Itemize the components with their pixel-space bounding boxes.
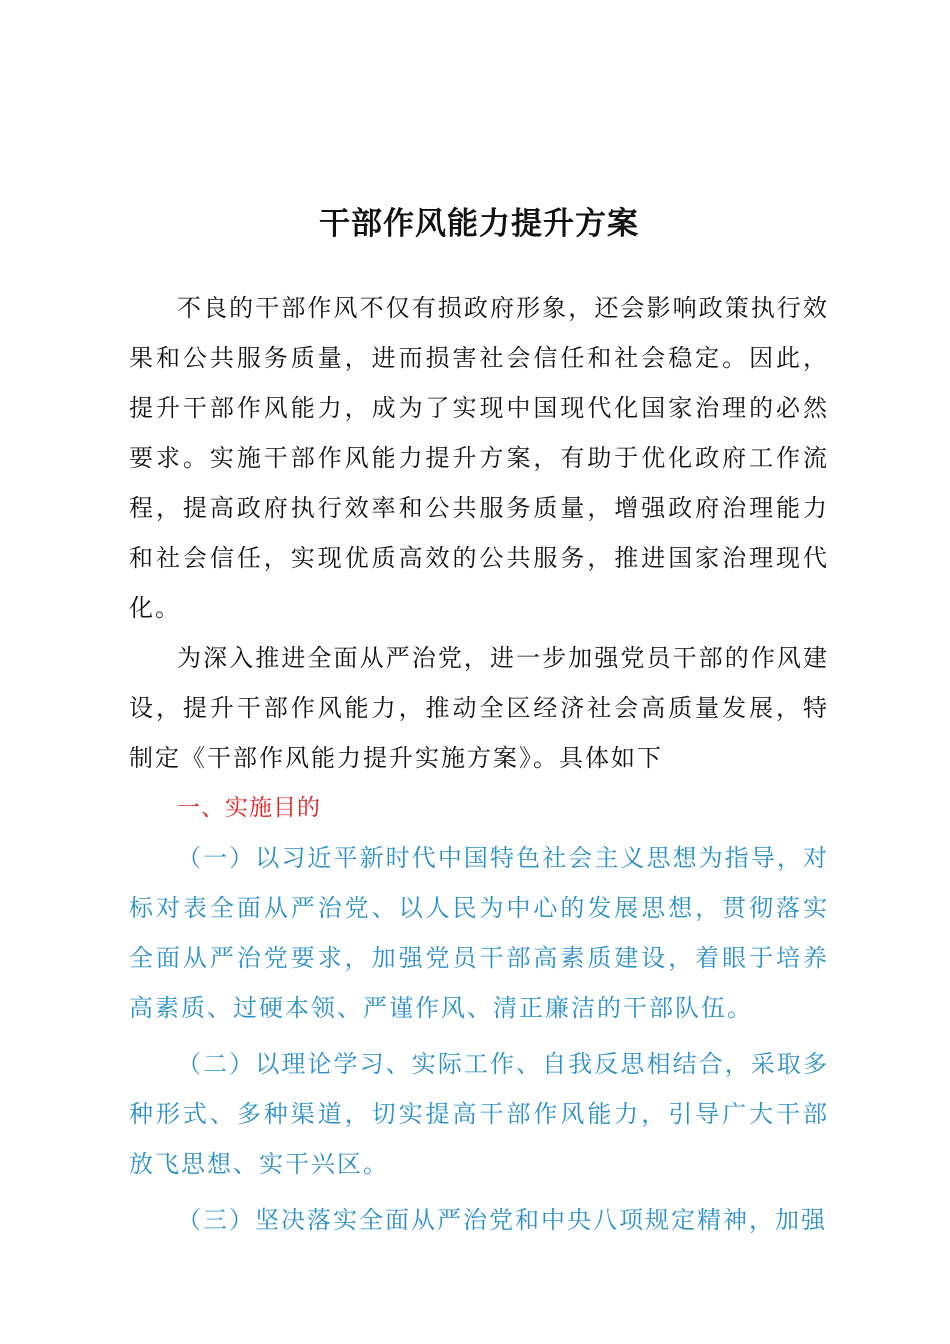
section-heading-purpose: 一、实施目的 [177,795,321,821]
purpose-item-1: （一）以习近平新时代中国特色社会主义思想为指导，对标对表全面从严治党、以人民为中心的发展思想，贯彻落实全面从严治党要求，加强党员干部高素质建设，着眼于培养高素质、过硬本领、严谨作风、清正廉洁的干部队伍。 [129,844,829,1022]
purpose-item-2: （二）以理论学习、实际工作、自我反思相结合，采取多种形式、多种渠道，切实提高干部作风能力，引导广大干部放飞思想、实干兴区。 [129,1050,829,1178]
intro-paragraph-2: 为深入推进全面从严治党，进一步加强党员干部的作风建设，提升干部作风能力，推动全区经济社会高质量发展，特制定《干部作风能力提升实施方案》。具体如下 [129,644,829,772]
document-title: 干部作风能力提升方案 [319,206,639,242]
document-content [129,200,829,1245]
purpose-item-3: （三）坚决落实全面从严治党和中央八项规定精神，加强 [177,1206,827,1234]
intro-paragraph-1: 不良的干部作风不仅有损政府形象，还会影响政策执行效果和公共服务质量，进而损害社会信任和社会稳定。因此，提升干部作风能力，成为了实现中国现代化国家治理的必然要求。实施干部作风能力提升方案，有助于优化政府工作流程，提高政府执行效率和公共服务质量，增强政府治理能力和社会信任，实现优质高效的公共服务，推进国家治理现代化。 [129,294,829,622]
